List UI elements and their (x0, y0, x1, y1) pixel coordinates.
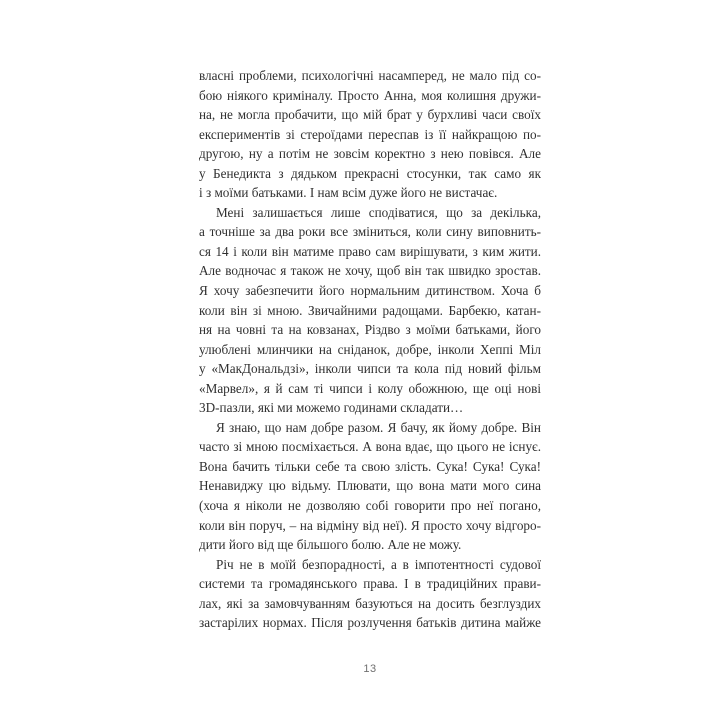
text-line: ня на човні та на ковзанах, Різдво з моїми батьками, його (199, 322, 541, 338)
text-line: «Марвел», я й сам ті чипси і колу обожнюю, ще оці нові (199, 380, 541, 396)
text-line: і з моїми батьками. І нам всім дуже його не вистачає. (199, 185, 498, 201)
paragraph (199, 66, 541, 203)
text-line: експериментів зі стероїдами переспав із її найкращою по- (199, 126, 541, 142)
text-line: Мені залишається лише сподіватися, що за декілька, (216, 204, 541, 220)
text-line: лах, які за замовчуванням базуються на досить безглуздих (199, 595, 541, 611)
text-line: коли він поруч, – на відміну від неї). Я просто хочу відгоро- (199, 517, 541, 533)
text-line: а точніше за два роки все зміниться, коли сину виповнить- (199, 224, 541, 240)
text-line: Я хочу забезпечити його нормальним дитинством. Хоча б (199, 283, 541, 299)
text-line: застарілих нормах. Після розлучення батьків дитина майже (199, 615, 541, 631)
text-line: на, не могла пробачити, що мій брат у бурхливі часи своїх (199, 107, 541, 123)
text-line: Але водночас я також не хочу, щоб він так швидко зростав. (199, 263, 541, 279)
text-line: Я знаю, що нам добре разом. Я бачу, як йому добре. Він (216, 419, 541, 435)
text-line: бою ніякого криміналу. Просто Анна, моя колишня дружи- (199, 87, 541, 103)
paragraph (199, 555, 541, 633)
text-line: (хоча я ніколи не дозволяю собі говорити про неї погано, (199, 498, 541, 514)
text-line: у «МакДональдзі», інколи чипси та кола під новий фільм (199, 361, 541, 377)
paragraph (199, 418, 541, 555)
text-block (199, 66, 541, 633)
text-line: Ненавиджу цю відьму. Плювати, що вона мати мого сина (199, 478, 541, 494)
text-line: ся 14 і коли він матиме право сам вирішувати, з ким жити. (199, 243, 541, 259)
text-line: у Бенедикта з дядьком прекрасні стосунки, так само як (199, 165, 541, 181)
text-line: Вона бачить тільки себе та свою злість. Сука! Сука! Сука! (199, 458, 541, 474)
paragraph (199, 203, 541, 418)
text-line: коли він зі мною. Звичайними радощами. Барбекю, катан- (199, 302, 541, 318)
text-line: улюблені млинчики на сніданок, добре, інколи Хеппі Міл (199, 341, 541, 357)
text-line: дити його від ще більшого болю. Але не можу. (199, 537, 462, 553)
text-line: другою, ну а потім не зовсім коректно з нею повівся. Але (199, 146, 541, 162)
text-line: часто зі мною посміхається. А вона вдає, що цього не існує. (199, 439, 541, 455)
page-number: 13 (363, 663, 377, 675)
text-line: Річ не в моїй безпорадності, а в імпотентності судової (216, 556, 541, 572)
text-line: системи та громадянського права. І в традиційних прави- (199, 576, 541, 592)
text-line: 3D-пазли, які ми можемо годинами складати… (199, 400, 464, 416)
text-line: власні проблеми, психологічні насамперед, не мало під со- (199, 68, 541, 83)
